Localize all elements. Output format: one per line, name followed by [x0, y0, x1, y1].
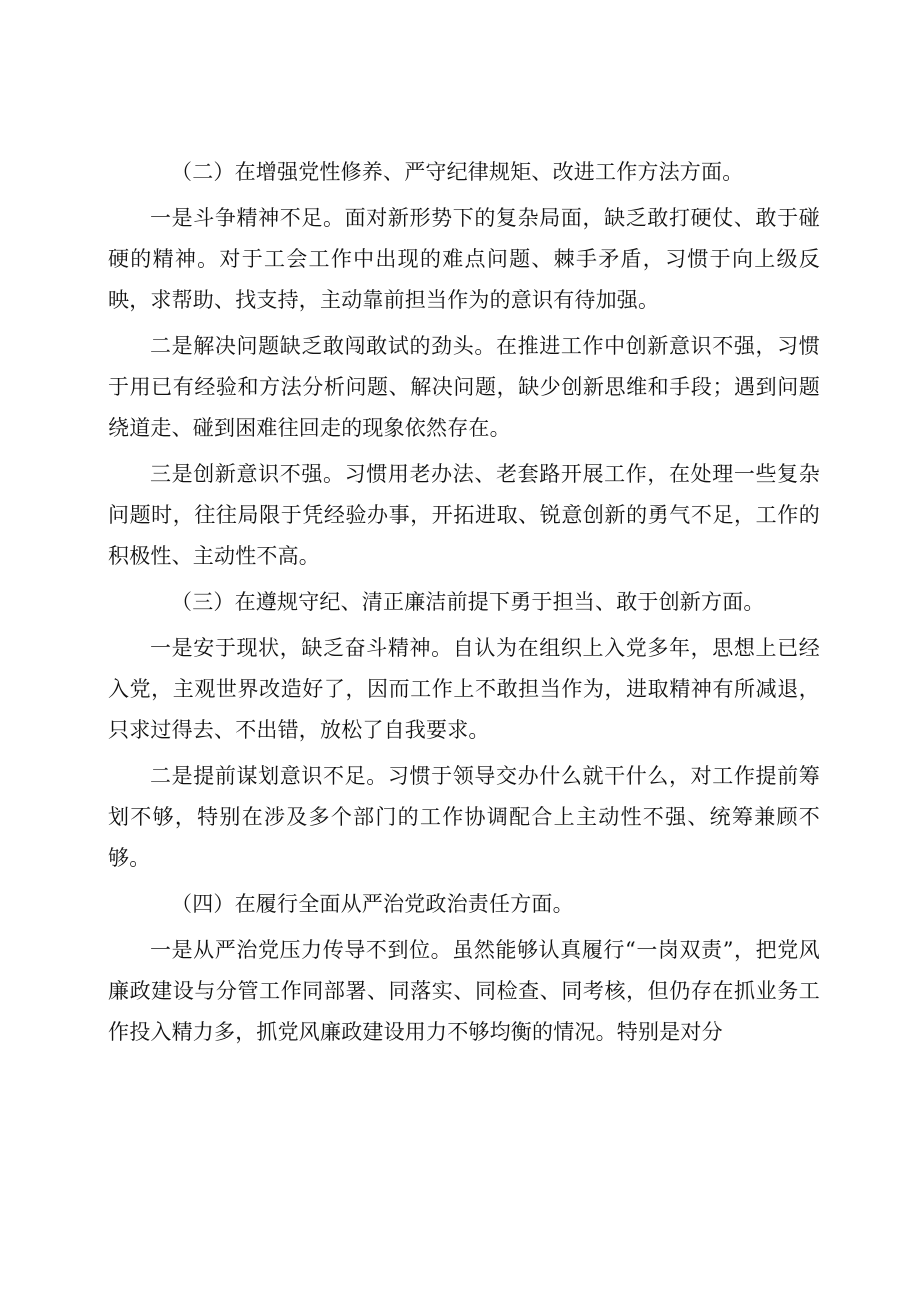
section-heading-2: （二）在增强党性修养、严守纪律规矩、改进工作方法方面。 [171, 160, 744, 184]
section-heading-3: （三）在遵规守纪、清正廉洁前提下勇于担当、敢于创新方面。 [171, 590, 765, 614]
section-heading-4: （四）在履行全面从严治党政治责任方面。 [171, 892, 574, 916]
document-body [108, 152, 820, 1058]
paragraph-2-3: 三是创新意识不强。习惯用老办法、老套路开展工作，在处理一些复杂问题时，往往局限于凭经验办事，开拓进取、锐意创新的勇气不足，工作的积极性、主动性不高。 [108, 462, 820, 568]
paragraph-3-1: 一是安于现状，缺乏奋斗精神。自认为在组织上入党多年，思想上已经入党，主观世界改造好了，因而工作上不敢担当作为，进取精神有所减退，只求过得去、不出错，放松了自我要求。 [108, 636, 820, 742]
paragraph-2-2: 二是解决问题缺乏敢闯敢试的劲头。在推进工作中创新意识不强，习惯于用已有经验和方法分析问题、解决问题，缺少创新思维和手段；遇到问题绕道走、碰到困难往回走的现象依然存在。 [108, 334, 820, 440]
paragraph-4-1: 一是从严治党压力传导不到位。虽然能够认真履行“一岗双责”，把党风廉政建设与分管工作同部署、同落实、同检查、同考核，但仍存在抓业务工作投入精力多，抓党风廉政建设用力不够均衡的情况。特别是对分 [108, 938, 820, 1044]
paragraph-3-2: 二是提前谋划意识不足。习惯于领导交办什么就干什么，对工作提前筹划不够，特别在涉及多个部门的工作协调配合上主动性不强、统筹兼顾不够。 [108, 764, 820, 870]
paragraph-2-1: 一是斗争精神不足。面对新形势下的复杂局面，缺乏敢打硬仗、敢于碰硬的精神。对于工会工作中出现的难点问题、棘手矛盾，习惯于向上级反映，求帮助、找支持，主动靠前担当作为的意识有待加强。 [108, 206, 820, 312]
